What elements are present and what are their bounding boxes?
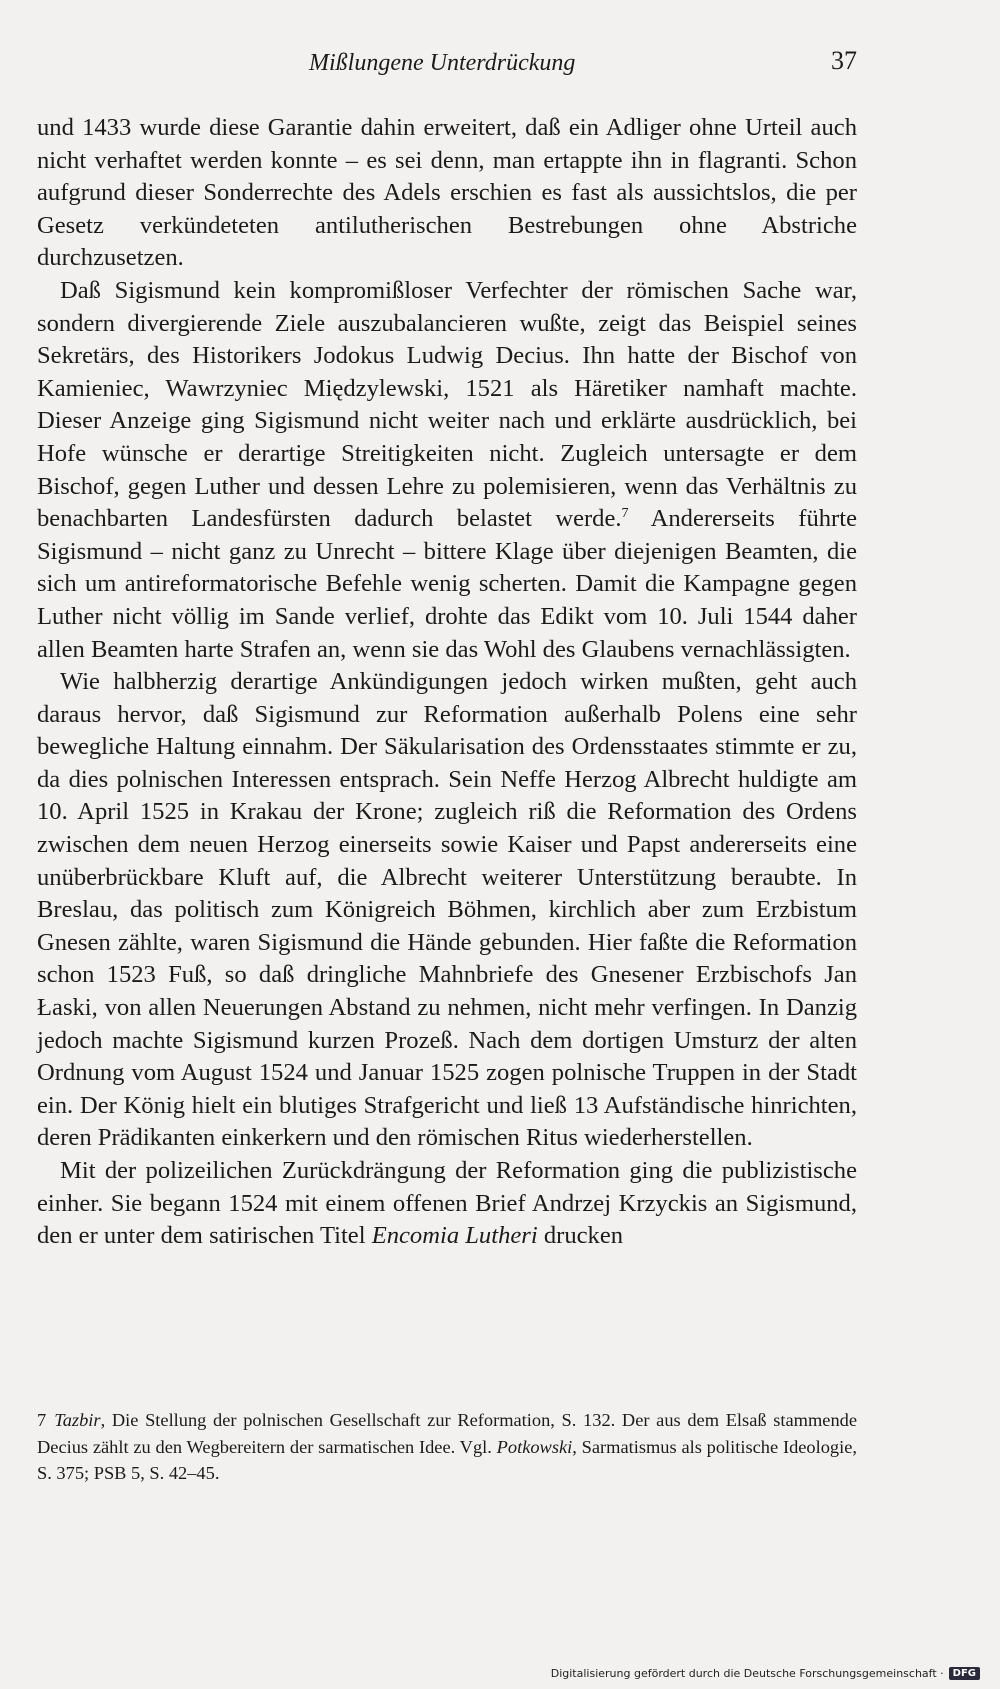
footnote-number: 7 <box>37 1410 47 1430</box>
book-title-encomia-lutheri: Encomia Lutheri <box>371 1222 538 1250</box>
footnote-text-2: , Sarmatismus als politische Ideologie, S. 375; PSB 5, S. 42–45. <box>37 1436 857 1483</box>
paragraph-2-part-b: Andererseits führte Sigismund – nicht ganz zu Unrecht – bittere Klage über diejenigen Beamten, die sich um antireformatorische Befehle wenig scherten. Damit die Kampagne gegen Luther nicht völlig im Sande verlief, drohte das Edikt vom 10. Juli 1544 daher allen Beamten harte Strafen an, wenn sie das Wohl des Glaubens vernachlässigten. <box>37 505 857 663</box>
paragraph-1: und 1433 wurde diese Garantie dahin erweitert, daß ein Adliger ohne Urteil auch nicht verhaftet werden konnte – es sei denn, man ertappte ihn in flagranti. Schon aufgrund dieser Sonderrechte des Adels erschien es fast als aussichtslos, die per Gesetz verkündeteten antilutherischen Bestrebungen ohne Abstriche durchzusetzen. <box>37 114 857 272</box>
page-header <box>37 46 857 82</box>
paragraph-4 <box>37 1155 857 1253</box>
footnote-reference[interactable]: 7 <box>621 505 629 521</box>
dfg-logo: DFG <box>949 1667 980 1680</box>
paragraph-4-part-b: drucken <box>537 1222 624 1250</box>
paragraph-2-part-a: Daß Sigismund kein kompromißloser Verfechter der römischen Sache war, sondern divergierende Ziele auszubalancieren wußte, zeigt das Beispiel seines Sekretärs, des Historikers Jodokus Ludwig Decius. Ihn hatte der Bischof von Kamieniec, Wawrzyniec Międzylewski, 1521 als Häretiker namhaft machte. Dieser Anzeige ging Sigismund nicht weiter nach und erklärte ausdrücklich, bei Hofe wünsche er derartige Streitigkeiten nicht. Zugleich untersagte er dem Bischof, gegen Luther und dessen Lehre zu polemisieren, wenn das Verhältnis zu benachbarten Landesfürsten dadurch belastet werde. <box>37 276 857 533</box>
digitization-credit <box>551 1667 980 1680</box>
paragraph-3: Wie halbherzig derartige Ankündigungen jedoch wirken mußten, geht auch daraus hervor, daß Sigismund zur Reformation außerhalb Polens eine sehr bewegliche Haltung einnahm. Der Säkularisation des Ordensstaates stimmte er zu, da dies polnischen Interessen entsprach. Sein Neffe Herzog Albrecht huldigte am 10. April 1525 in Krakau der Krone; zugleich riß die Reformation des Ordens zwischen dem neuen Herzog einerseits sowie Kaiser und Papst andererseits eine unüberbrückbare Kluft auf, die Albrecht weiterer Unterstützung beraubte. In Breslau, das politisch zum Königreich Böhmen, kirchlich aber zum Erzbistum Gnesen zählte, waren Sigismund die Hände gebunden. Hier faßte die Reformation schon 1523 Fuß, so daß dringliche Mahnbriefe des Gnesener Erzbischofs Jan Łaski, von allen Neuerungen Abstand zu nehmen, nicht mehr verfingen. In Danzig jedoch machte Sigismund kurzen Prozeß. Nach dem dortigen Umsturz der alten Ordnung vom August 1524 und Januar 1525 zogen polnische Truppen in der Stadt ein. Der König hielt ein blutiges Strafgericht und ließ 13 Aufständische hinrichten, deren Prädikanten einkerkern und den römischen Ritus wiederherstellen. <box>37 668 857 1152</box>
paragraph-2 <box>37 275 857 666</box>
footnote-7 <box>37 1407 857 1487</box>
footnote-text-1: , Die Stellung der polnischen Gesellschaft zur Reformation, S. 132. Der aus dem Elsaß stammende Decius zählt zu den Wegbereitern der sarmatischen Idee. Vgl. <box>37 1410 857 1457</box>
footnotes <box>37 1407 857 1487</box>
paragraph-4-part-a: Mit der polizeilichen Zurückdrängung der Reformation ging die publizistische einher. Sie begann 1524 mit einem offenen Brief Andrzej Krzyckis an Sigismund, den er unter dem satirischen Titel <box>37 1157 857 1250</box>
credit-text: Digitalisierung gefördert durch die Deutsche Forschungsgemeinschaft · <box>550 1667 944 1680</box>
running-title: Mißlungene Unterdrückung <box>309 50 576 76</box>
footnote-author-potkowski: Potkowski <box>496 1436 573 1457</box>
main-text <box>37 112 857 1253</box>
page-number: 37 <box>831 46 857 75</box>
footnote-author-tazbir: Tazbir <box>54 1410 101 1430</box>
